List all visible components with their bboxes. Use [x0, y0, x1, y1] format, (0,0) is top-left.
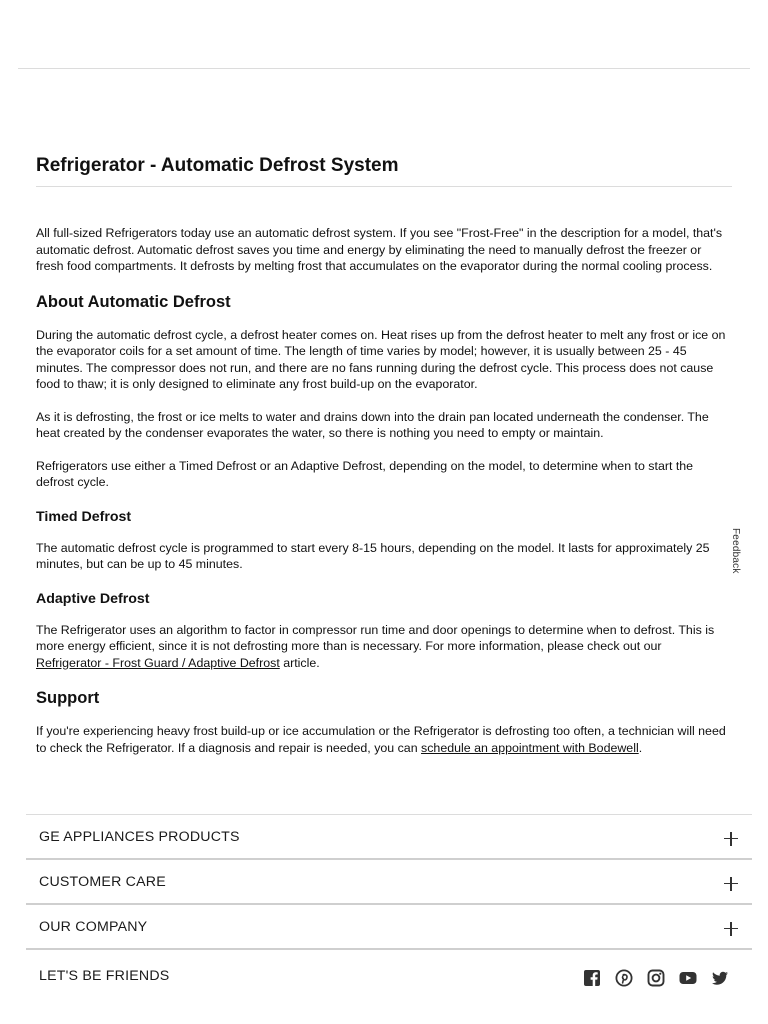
page-title: Refrigerator - Automatic Defrost System	[36, 150, 732, 187]
timed-defrost-heading: Timed Defrost	[36, 508, 132, 525]
footer-section-products[interactable]	[26, 815, 752, 860]
youtube-icon[interactable]	[678, 968, 698, 988]
social-links	[582, 968, 730, 988]
social-label: LET'S BE FRIENDS	[39, 968, 170, 984]
adaptive-defrost-paragraph	[36, 622, 732, 672]
adaptive-defrost-heading: Adaptive Defrost	[36, 590, 150, 607]
footer-section-customer-care[interactable]	[26, 860, 752, 905]
plus-icon[interactable]	[724, 832, 738, 846]
footer	[26, 814, 752, 1002]
pinterest-icon[interactable]	[614, 968, 634, 988]
support-paragraph	[36, 723, 732, 756]
instagram-icon[interactable]	[646, 968, 666, 988]
schedule-appointment-link[interactable]: schedule an appointment with Bodewell	[421, 740, 639, 755]
footer-section-label: OUR COMPANY	[39, 918, 148, 935]
support-text-end: .	[638, 740, 643, 755]
support-text: If you're experiencing heavy frost build-up or ice accumulation or the Refrigerator is defrosting too often, a technician will need to check the Refrigerator. If a diagnosis and repair is needed, you can	[36, 724, 726, 755]
adaptive-defrost-text: The Refrigerator uses an algorithm to factor in compressor run time and door openings to determine when to defrost. This is more energy efficient, since it is not defrosting more than is necessary. For more information, please check out our	[36, 622, 715, 653]
twitter-icon[interactable]	[710, 968, 730, 988]
support-heading: Support	[36, 689, 100, 707]
plus-icon[interactable]	[724, 877, 738, 891]
intro-paragraph: All full-sized Refrigerators today use an automatic defrost system. If you see "Frost-Free" in the description for a model, that's automatic defrost. Automatic defrost saves you time and energy by eliminating the need to manually defrost the freezer or fresh food compartments. It defrosts by melting frost that accumulates on the evaporator during the normal cooling process.	[36, 226, 723, 273]
footer-section-label: GE APPLIANCES PRODUCTS	[39, 828, 240, 845]
header-divider	[18, 68, 750, 69]
adaptive-defrost-text-end: article.	[279, 655, 320, 670]
social-row	[26, 950, 752, 1002]
footer-section-our-company[interactable]	[26, 905, 752, 950]
plus-icon[interactable]	[724, 922, 738, 936]
about-paragraph-3: Refrigerators use either a Timed Defrost or an Adaptive Defrost, depending on the model, to determine when to start the defrost cycle.	[36, 458, 694, 489]
article	[36, 150, 732, 772]
about-paragraph-2: As it is defrosting, the frost or ice melts to water and drains down into the drain pan located underneath the condenser. The heat created by the condenser evaporates the water, so there is nothing you need to empty or maintain.	[36, 409, 709, 440]
facebook-icon[interactable]	[582, 968, 602, 988]
footer-section-label: CUSTOMER CARE	[39, 873, 166, 890]
about-heading: About Automatic Defrost	[36, 292, 231, 311]
timed-defrost-paragraph: The automatic defrost cycle is programmed to start every 8-15 hours, depending on the model. It lasts for approximately 25 minutes, but can be up to 45 minutes.	[36, 540, 710, 571]
about-paragraph-1: During the automatic defrost cycle, a defrost heater comes on. Heat rises up from the defrost heater to melt any frost or ice on the evaporator coils for a set amount of time. The length of time varies by model; however, it is usually between 25 - 45 minutes. The compressor does not run, and there are no fans running during the defrost cycle. This process does not cause food to thaw; it is only designed to eliminate any frost build-up on the evaporator.	[36, 327, 726, 391]
feedback-tab[interactable]: Feedback	[730, 528, 741, 574]
article-body	[36, 187, 732, 756]
frost-guard-article-link[interactable]: Refrigerator - Frost Guard / Adaptive Defrost	[36, 655, 280, 670]
